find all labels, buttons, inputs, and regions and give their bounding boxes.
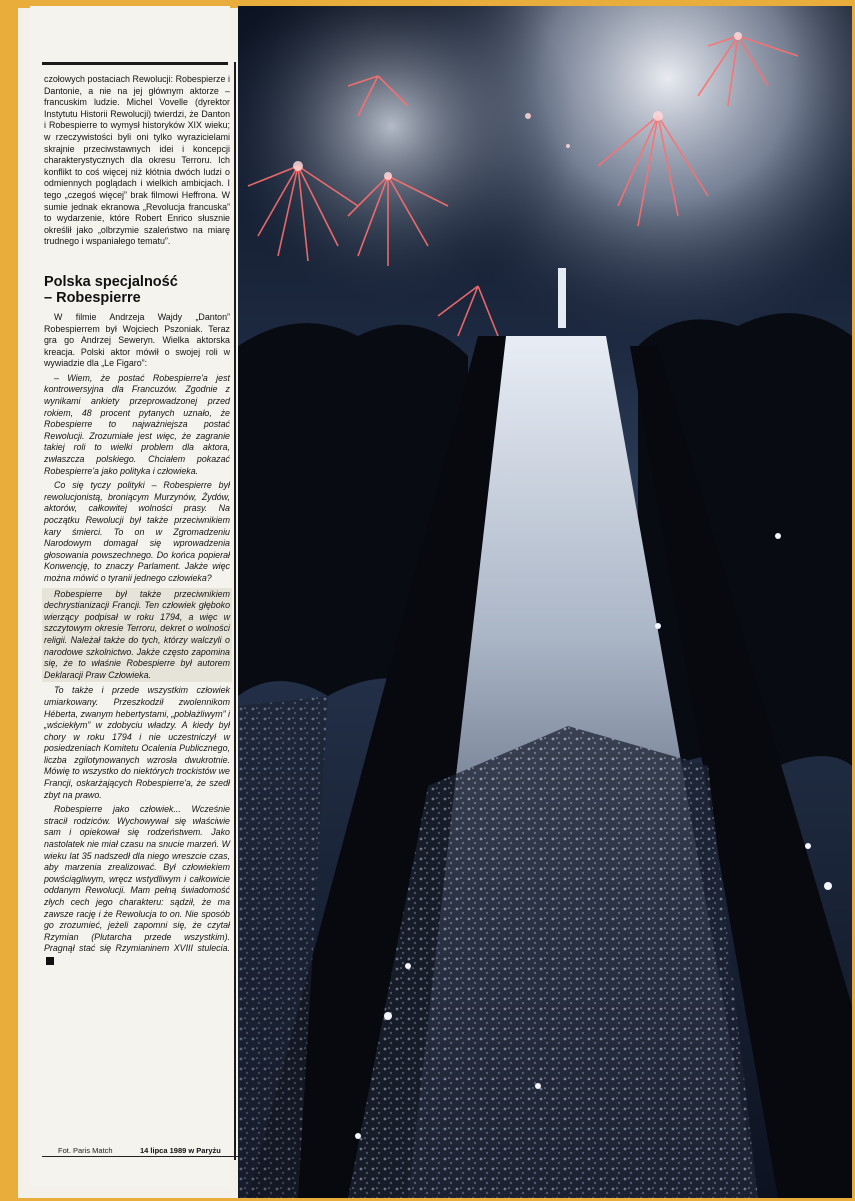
column-vertical-rule: [234, 62, 236, 1160]
section-heading-line1: Polska specjalność: [44, 273, 178, 290]
fireworks-photo: [238, 6, 852, 1198]
section-heading: [44, 274, 230, 306]
quote-paragraph-4: To także i przede wszystkim człowiek umiarkowany. Przeszkodził zwolennikom Héberta, zwanym hebertystami, „pobłażliwym” i „wściekłym” w zdobyciu władzy. A kiedy był chory w roku 1794 i nie uczestniczył w posiedzeniach Komitetu Ocalenia Publicznego, liczba zgilotynowanych wzrosła dwukrotnie. Mówię to wszystko do niektórych trockistów we Francji, oskarżających Robespierre'a, że szedł zbyt na prawo.: [44, 685, 230, 800]
quote-paragraph-2: Co się tyczy polityki – Robespierre był rewolucjonistą, broniącym Murzynów, Żydów, aktorów, całkowitej wolności prasy. Na początku Rewolucji był także przeciwnikiem kary śmierci. To on w Zgromadzeniu Narodowym domagał się wprowadzenia głosowania powszechnego. Do końca popierał Konwencję, to znaczy Parlament. Jakże więc można mówić o tyranii jednego człowieka?: [44, 480, 230, 583]
end-of-article-icon: [46, 957, 54, 965]
intro-paragraph: czołowych postaciach Rewolucji: Robespierze i Dantonie, a nie na jej głównym aktorze – francuskim ludzie. Michel Vovelle (dyrektor Instytutu Historii Rewolucji) twierdzi, że Danton i Robespierre to wymysł historyków XIX wieku; w rzeczywistości byli oni tylko wyrazicielami skrajnie przeciwstawnych idei i koncepcji charakterystycznych dla okresu Terroru. Ich konflikt to coś więcej niż kłótnia dwóch ludzi o odmiennych poglądach i wielkich ambicjach. I tego „czegoś więcej” brak filmowi Heffrona. W sumie jednak ekranowa „Revolucja francuska” to wydarzenie, które Robert Enrico słusznie określił jako „olbrzymie szaleństwo na miarę trudnego i wspaniałego tematu”.: [44, 74, 230, 247]
quote-paragraph-3: Robespierre był także przeciwnikiem dechrystianizacji Francji. Ten człowiek głęboko wierzący podpisał w roku 1794, a więc w szczytowym okresie Terroru, dekret o wolności religii. Należał także do tych, którzy walczyli o narodowe szkolnictwo. Jakże często zapomina się, że to właśnie Robespierre był autorem Deklaracji Praw Człowieka.: [42, 588, 232, 683]
section-lead: W filmie Andrzeja Wajdy „Danton” Robespierrem był Wojciech Pszoniak. Teraz gra go Andrzej Seweryn. Wielka aktorska kreacja. Polski aktor mówił o swojej roli w wywiadzie dla „Le Figaro”:: [44, 311, 230, 369]
photo-caption: 14 lipca 1989 w Paryżu: [140, 1146, 221, 1155]
quote-paragraph-1: – Wiem, że postać Robespierre'a jest kontrowersyjna dla Francuzów. Zgodnie z wynikami ankiety przeprowadzonej przed rokiem, 48 procent pytanych uznało, że Robespierre to najważniejsza postać Rewolucji. Zrozumiałe jest więc, że zagranie takiej roli to wielki problem dla aktora, zwłaszcza polskiego. Chciałem pokazać Robespierre'a jako polityka i człowieka.: [44, 372, 230, 476]
fireworks-photo-icon: [238, 6, 852, 1198]
section-heading-line2: – Robespierre: [44, 289, 141, 306]
article-text: [44, 74, 230, 967]
column-top-rule: [42, 62, 228, 65]
quote-paragraph-5: [44, 804, 230, 966]
footer-rule: [42, 1156, 242, 1157]
photo-credit: Fot. Paris Match: [58, 1146, 113, 1155]
quote-paragraph-5-text: Robespierre jako człowiek... Wcześnie stracił rodziców. Wychowywał się właściwie sam i opiekował się rodzeństwem. Jako nastolatek nie miał czasu na snucie marzeń. W wieku lat 35 nadszedł dla niego wreszcie czas, aby marzenia zrealizować. Był człowiekiem powściągliwym, wręcz wstydliwym i całkowicie oddanym Rewolucji. Mam pełną świadomość złych cech jego charakteru: sądził, że ma zawsze rację i że Rewolucja to on. Nie sposób go zrozumieć, jeżeli zapomni się, że czytał Rzymian (Plutarcha przede wszystkim). Pragnął stać się Rzymianinem XVIII stulecia.: [44, 804, 230, 954]
